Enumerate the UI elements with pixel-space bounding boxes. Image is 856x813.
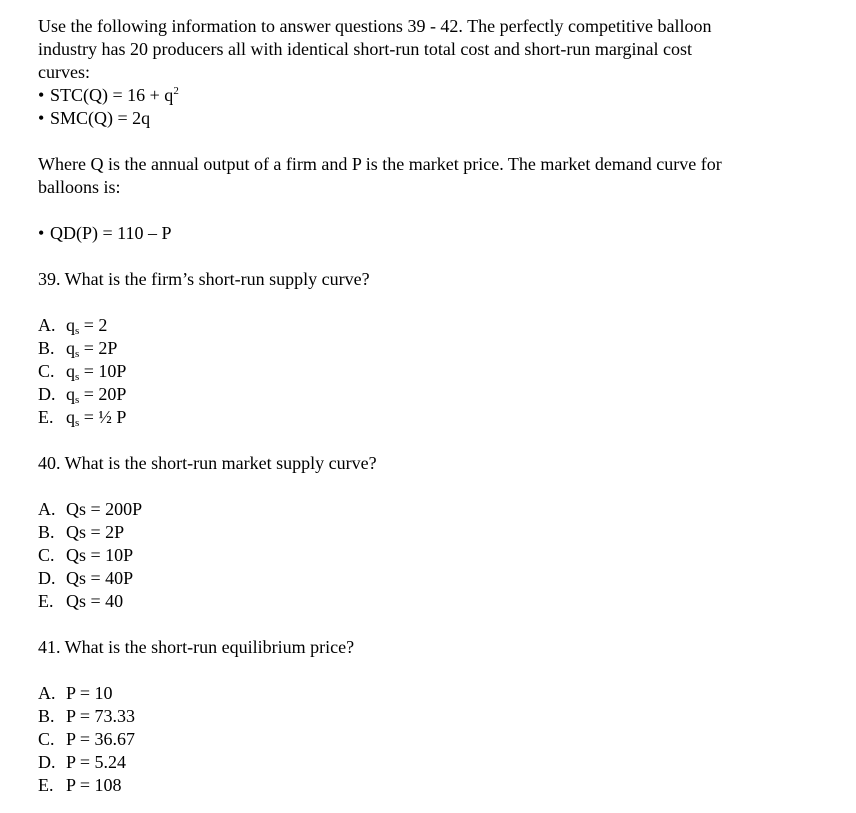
option-letter: A. [38, 683, 56, 703]
option-letter: D. [38, 752, 56, 772]
demand-bullet [38, 222, 828, 245]
option-letter: C. [38, 729, 55, 749]
stc-exponent: 2 [173, 85, 179, 97]
bullet-icon: • [38, 108, 45, 128]
option-letter: C. [38, 361, 55, 381]
intro-line-2: industry has 20 producers all with identical short-run total cost and short-run marginal cost [38, 39, 693, 59]
option-letter: D. [38, 384, 56, 404]
option-letter: E. [38, 407, 54, 427]
question-40-title: 40. What is the short-run market supply curve? [38, 453, 377, 473]
stc-text: STC(Q) = 16 + q [50, 85, 174, 105]
option-letter: B. [38, 522, 55, 542]
option-letter: E. [38, 775, 54, 795]
demand-text: QD(P) = 110 – P [50, 223, 172, 243]
bullet-icon: • [38, 85, 45, 105]
question-41-option: A. P = 10 [38, 683, 113, 703]
question-41-option: C. P = 36.67 [38, 729, 135, 749]
question-39-option: B. $q_s = 2P$ [38, 338, 118, 360]
question-39-option: D. $q_s = 20P$ [38, 384, 127, 406]
question-41-option: B. P = 73.33 [38, 706, 135, 726]
where-line-2: balloons is: [38, 177, 121, 197]
question-40-option: E. Qs = 40 [38, 591, 124, 611]
question-40-option: C. Qs = 10P [38, 545, 134, 565]
bullet-icon: • [38, 223, 45, 243]
option-letter: C. [38, 545, 55, 565]
option-letter: B. [38, 706, 55, 726]
intro-line-1: Use the following information to answer questions 39 - 42. The perfectly competitive balloon [38, 16, 712, 36]
cost-bullet-smc [38, 107, 828, 130]
option-letter: D. [38, 568, 56, 588]
where-line-1: Where Q is the annual output of a firm and P is the market price. The market demand curve for [38, 154, 722, 174]
cost-bullet-stc [38, 84, 828, 107]
option-letter: B. [38, 338, 55, 358]
question-41-option: E. P = 108 [38, 775, 122, 795]
question-40-option: B. Qs = 2P [38, 522, 125, 542]
option-letter: A. [38, 315, 56, 335]
question-41-title: 41. What is the short-run equilibrium price? [38, 637, 355, 657]
intro-line-3: curves: [38, 62, 90, 82]
question-39-option: E. $q_s$ = ½ P [38, 407, 127, 429]
question-39-option: C. $q_s = 10P$ [38, 361, 127, 383]
smc-text: SMC(Q) = 2q [50, 108, 151, 128]
question-40-option: D. Qs = 40P [38, 568, 134, 588]
option-letter: A. [38, 499, 56, 519]
question-39-option: A. $q_s = 2$ [38, 315, 108, 337]
question-39-title: 39. What is the firm’s short-run supply curve? [38, 269, 370, 289]
question-41-option: D. P = 5.24 [38, 752, 126, 772]
question-40-option: A. Qs = 200P [38, 499, 143, 519]
option-letter: E. [38, 591, 54, 611]
document-page [38, 15, 828, 797]
